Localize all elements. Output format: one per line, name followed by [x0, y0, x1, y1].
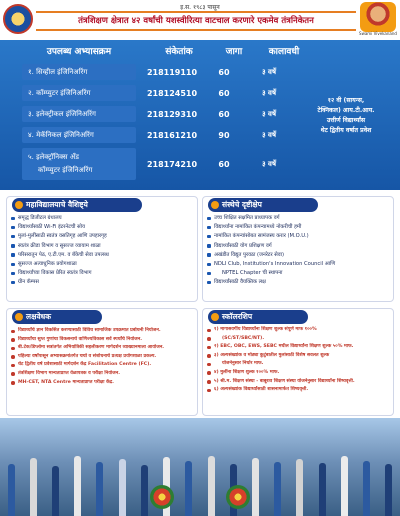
course-duration: ३ वर्षे [261, 67, 276, 76]
list-item: विद्यार्थ्यांच्या विकास प्रेरित स्वतंत्र विभाग [10, 269, 196, 278]
course-table-header [14, 44, 314, 58]
course-name [22, 148, 136, 180]
focus-heading [12, 310, 102, 324]
scholarship-heading [208, 310, 308, 324]
top-header [0, 0, 400, 40]
student-figure [119, 459, 126, 516]
course-name: २. कॉम्प्युटर इंजिनिअरिंग [22, 85, 136, 101]
course-duration: ३ वर्षे [261, 88, 276, 97]
course-code: 218119110 [146, 67, 198, 77]
list-item: विद्यार्थ्यांसाठी Wi-Fi इंटरनेटची सोय [10, 223, 196, 232]
list-item-continued: योजनेनुसार निर्धार माफ. [206, 360, 392, 369]
list-item: तंत्रशिक्षण विभाग मान्यताप्राप्त वेळापत्रक व परीक्षा नियोजन. [10, 370, 196, 379]
vision-list [206, 214, 392, 288]
col-seats: जागा [225, 47, 243, 57]
student-figure [274, 462, 281, 516]
portrait-caption: Swami Vivekanand [359, 31, 397, 36]
list-item: नामांकित कंपन्यांसोबत सामंजस्य करार (M.O.U.) [206, 232, 392, 241]
list-item: विद्यार्थ्यांसाठी योग प्रशिक्षण वर्ग [206, 242, 392, 251]
student-figure [296, 459, 303, 516]
eligibility-line: थेट द्वितीय वर्षात प्रवेश [320, 127, 372, 134]
student-figure [8, 464, 15, 516]
list-item: अखंडीत विद्युत पुरवठा (जनरेटर सेवा) [206, 251, 392, 260]
list-item: १) मागासवर्गीय विद्यार्थ्यांना शिक्षण शुल्क संपूर्ण माफ १००% [206, 326, 392, 335]
tagline-banner: तंत्रशिक्षण क्षेत्रात ४२ वर्षांची यशस्वीरित्या वाटचाल करणारे एकमेव तंत्रनिकेतन [36, 11, 356, 31]
course-duration: ३ वर्षे [261, 130, 276, 139]
list-item: विद्यार्थ्यांना नामांकित कंपन्यामध्ये नोकरीची हमी [206, 223, 392, 232]
list-item: ३) अल्पसंख्यांक व मोठ्या कुटुंबातील मुलांसाठी विशेष सवलत शुल्क [206, 352, 392, 361]
bullet-icon [15, 201, 23, 209]
list-item-continued: (SC/ST/SBC/NT). [206, 335, 392, 344]
list-item: स्वतंत्र क्रीडा विभाग व सुसज्ज व्यायाम शाळा [10, 242, 196, 251]
course-seats: 60 [218, 88, 230, 98]
course-seats: 60 [218, 67, 230, 77]
eligibility-line: टेक्निकल) आय.टी.आय. [317, 107, 375, 114]
vision-title: संस्थेचे दृष्टीक्षेप [222, 200, 262, 209]
list-item: समृद्ध डिजीटल ग्रंथालय [10, 214, 196, 223]
course-row [22, 64, 284, 80]
list-item: विद्यार्थ्यांचा सुप्त गुणांचा विकसनार्थ वाणिज्यविकास सर्व स्पर्धांचे नियोजन. [10, 336, 196, 345]
course-seats: 60 [218, 159, 230, 169]
list-item: पहिल्या वर्षांपासून अभ्यासक्रमांतर्गत चर्चा व संशोधनाचे प्रत्यक्ष प्रयोगशाळा प्रकल्प. [10, 353, 196, 362]
scholarship-title: स्कॉलरशिप [222, 312, 253, 321]
established-text: इ.स. १९८३ पासून [180, 4, 220, 11]
student-figure [141, 465, 148, 516]
bullet-icon [211, 201, 219, 209]
list-item: उच्च शिक्षित सक्षमित प्राध्यापक वर्ग [206, 214, 392, 223]
course-row [22, 106, 284, 122]
student-figure [96, 462, 103, 516]
list-item: मुलां-मुलींसाठी स्वतंत्र वसतिगृह आणि उपहारगृह [10, 232, 196, 241]
list-item: MH-CET, NTA Centre मान्यताप्राप्त परीक्षा केंद्र. [10, 379, 196, 388]
course-name: १. सिव्हील इंजिनिअरिंग [22, 64, 136, 80]
student-figure [30, 458, 37, 516]
student-figure [74, 456, 81, 516]
student-figure [341, 456, 348, 516]
col-code: संकेतांक [165, 47, 193, 57]
direct-second-year-note [298, 96, 394, 136]
course-duration: ३ वर्षे [261, 109, 276, 118]
bullet-icon [211, 313, 219, 321]
list-item: ६) अल्पसंख्यांक विद्यार्थ्यांसाठी शासनामार्फत शिष्यवृत्ती. [206, 386, 392, 395]
list-item: विद्यार्थ्यांसाठी वैयक्तिक लक्ष [206, 278, 392, 287]
vision-heading [208, 198, 318, 212]
course-name: ४. मेकॅनिकल इंजिनिअरिंग [22, 127, 136, 143]
student-figure [385, 464, 392, 516]
eligibility-line: १२ वी (सायन्स, [327, 97, 365, 104]
list-item: बी.टेक/डिप्लोमा सत्रांतर्गत अभियांत्रिकी सहलीकरण मार्गदर्शन व्याख्यानमाला आयोजन. [10, 344, 196, 353]
flower-pot [150, 485, 174, 509]
student-figure [208, 456, 215, 516]
list-item: ४) मुलींना शिक्षण शुल्क १००% माफ. [206, 369, 392, 378]
list-item: NDLI Club, Institution's Innovation Council आणि [206, 260, 392, 269]
flower-pot [226, 485, 250, 509]
col-duration: कालावधी [268, 47, 300, 57]
list-item: थेट द्वितीय वर्ष प्रवेशासाठी मार्गदर्शन केंद्र Facilitation Centre (FC). [10, 361, 196, 370]
course-row [22, 127, 284, 143]
student-figure [319, 463, 326, 516]
course-name-line1: ५. इलेक्ट्रॉनिक्स अँड [28, 153, 79, 161]
list-item: ग्रीन कॅम्पस [10, 278, 196, 287]
student-figure [252, 458, 259, 516]
course-row [22, 148, 284, 180]
list-item-continued: NPTEL Chapter ची स्थापना [206, 269, 392, 278]
list-item: सुसज्ज अत्याधुनिक प्रयोगशाळा [10, 260, 196, 269]
course-row [22, 85, 284, 101]
list-item: २) EBC, OBC, EWS, SEBC मधील विद्यार्थ्यांना शिक्षण शुल्क ५०% माफ. [206, 343, 392, 352]
course-code: 218174210 [146, 159, 198, 169]
course-seats: 90 [218, 130, 230, 140]
course-seats: 60 [218, 109, 230, 119]
features-title: महाविद्यालयाचे वैशिष्ट्ये [26, 200, 88, 209]
eligibility-line: उत्तीर्ण विद्यार्थ्यांस [326, 117, 366, 124]
list-item: विद्यार्थ्यांचे ज्ञान विकसित करण्यासाठी विविध सामाजिक उपक्रमात प्रबोधनी नियोजन. [10, 327, 196, 336]
student-figure [52, 466, 59, 516]
course-duration: ३ वर्षे [261, 159, 276, 168]
course-name: ३. इलेक्ट्रीकल इंजिनिअरिंग [22, 106, 136, 122]
bullet-icon [15, 313, 23, 321]
course-code: 218129310 [146, 109, 198, 119]
course-code: 218124510 [146, 88, 198, 98]
focus-title: लक्षवेधक [26, 312, 52, 321]
scholarship-list [206, 326, 392, 395]
course-code: 218161210 [146, 130, 198, 140]
col-course: उपलब्ध अभ्यासक्रम [46, 47, 112, 57]
list-item: परिसरातून पेठ, ए.टी.एम. व बँकेची सेवा उपलब्ध [10, 251, 196, 260]
features-heading [12, 198, 142, 212]
list-item: ५) श्री.म. शिक्षण संस्था - बाबूराव शिक्षण संस्था योजनेनुसार विद्यार्थ्यांना शिष्यवृत्ती. [206, 378, 392, 387]
swami-vivekanand-portrait [360, 2, 396, 32]
students-figures [0, 448, 400, 516]
student-figure [185, 461, 192, 516]
features-list [10, 214, 196, 288]
student-figure [363, 461, 370, 516]
focus-list [10, 327, 196, 387]
course-name-line2: कॉम्प्युटर इंजिनिअरिंग [38, 166, 93, 174]
